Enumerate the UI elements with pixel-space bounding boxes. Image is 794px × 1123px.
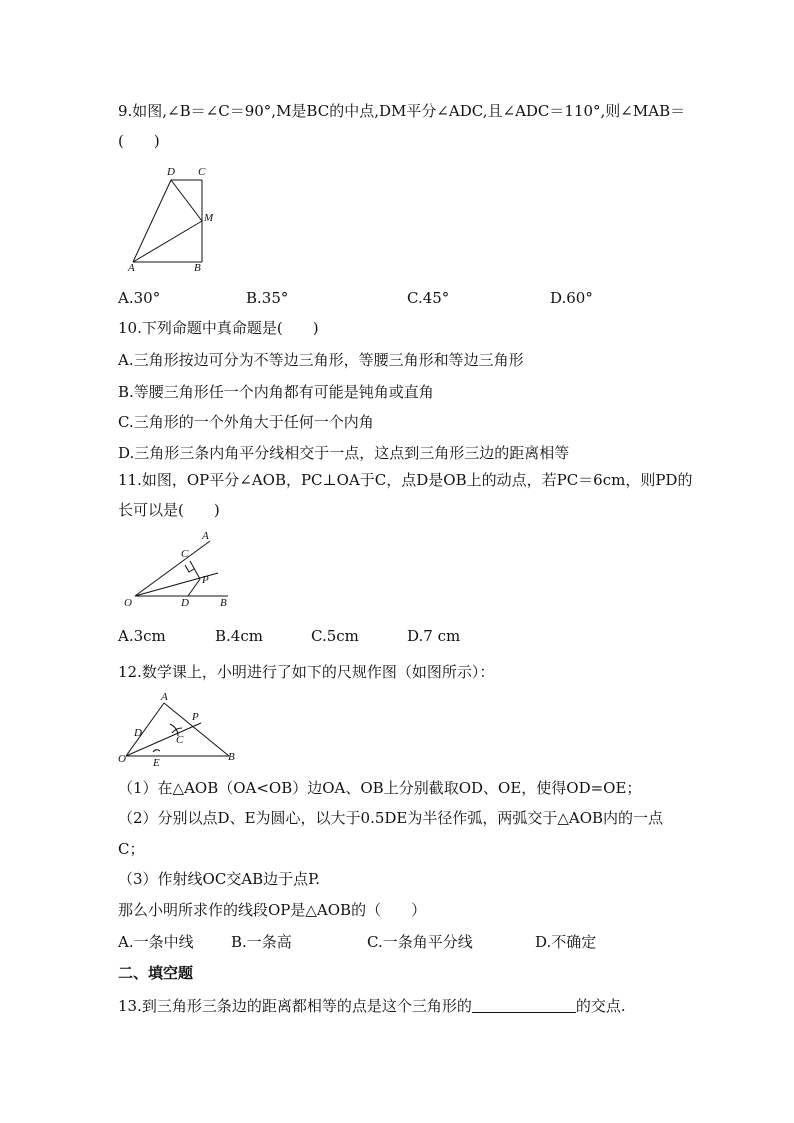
q11-label-c: C [181,548,189,560]
q13-stem-after: 的交点. [575,997,626,1015]
q13-stem [118,996,626,1016]
q9-seg-dm [171,180,202,221]
q9-label-d: D [167,166,175,178]
q12-label-p: P [192,711,199,723]
q11-label-b: B [220,597,227,609]
q10-option-c: C.三角形的一个外角大于任何一个内角 [118,413,374,431]
q9-label-c: C [198,166,206,178]
q9-seg-ad [133,180,171,262]
q12-mark-e [153,750,160,752]
q11-label-o: O [124,597,132,609]
q12-step2-line2: C； [118,840,145,858]
q9-label-m: M [204,212,214,224]
q11-option-b: B.4cm [215,627,263,645]
q10-stem: 10.下列命题中真命题是( ) [118,319,319,337]
q10-option-d: D.三角形三条内角平分线相交于一点，这点到三角形三边的距离相等 [118,444,570,462]
q9-stem-line2: ( ) [118,132,160,150]
q11-seg-pd [188,579,200,596]
q11-label-d: D [181,597,189,609]
q12-step1: （1）在△AOB（OA<OB）边OA、OB上分别截取OD、OE，使得OD=OE； [118,779,642,797]
q11-stem-line2: 长可以是( ) [118,501,220,519]
q11-option-a: A.3cm [118,627,166,645]
q12-label-b: B [228,751,235,763]
q12-label-e: E [153,757,160,766]
q9-seg-am [133,221,202,262]
q9-label-b: B [194,262,201,274]
q11-figure [118,528,238,613]
q13-answer-blank [472,997,576,1013]
q9-option-c: C.45° [407,289,450,307]
q12-label-o: O [118,753,126,765]
section2-heading: 二、填空题 [118,964,194,982]
q12-option-a: A.一条中线 [118,933,194,951]
q10-option-a: A.三角形按边可分为不等边三角形，等腰三角形和等边三角形 [118,351,524,369]
q12-step2-line1: （2）分别以点D、E为圆心，以大于0.5DE为半径作弧，两弧交于△AOB内的一点 [118,809,664,827]
q12-option-b: B.一条高 [231,933,292,951]
q9-figure [125,163,225,278]
q12-option-d: D.不确定 [535,933,597,951]
q9-option-b: B.35° [246,289,289,307]
q12-label-c: C [176,734,184,746]
q11-option-c: C.5cm [311,627,359,645]
q11-label-a: A [202,530,209,542]
q9-stem-line1: 9.如图,∠B＝∠C＝90°,M是BC的中点,DM平分∠ADC,且∠ADC＝110°,则∠MAB＝ [118,102,686,120]
q12-stem: 12.数学课上，小明进行了如下的尺规作图（如图所示）： [118,663,495,681]
q12-label-a: A [161,691,168,703]
q12-step3: （3）作射线OC交AB边于点P. [118,870,320,888]
q13-stem-before: 13.到三角形三条边的距离都相等的点是这个三角形的 [118,997,472,1015]
q11-ray-oa [135,541,210,596]
q9-option-a: A.30° [118,289,161,307]
q10-option-b: B.等腰三角形任一个内角都有可能是钝角或直角 [118,383,434,401]
q12-label-d: D [134,727,142,739]
q9-label-a: A [128,262,135,274]
q11-stem-line1: 11.如图，OP平分∠AOB，PC⊥OA于C，点D是OB上的动点，若PC＝6cm，则PD的 [118,471,693,489]
q9-option-d: D.60° [550,289,593,307]
q12-figure [116,690,238,766]
q12-question: 那么小明所求作的线段OP是△AOB的（ ） [118,901,427,919]
q11-label-p: P [202,574,209,586]
q12-option-c: C.一条角平分线 [367,933,473,951]
q11-option-d: D.7 cm [407,627,461,645]
